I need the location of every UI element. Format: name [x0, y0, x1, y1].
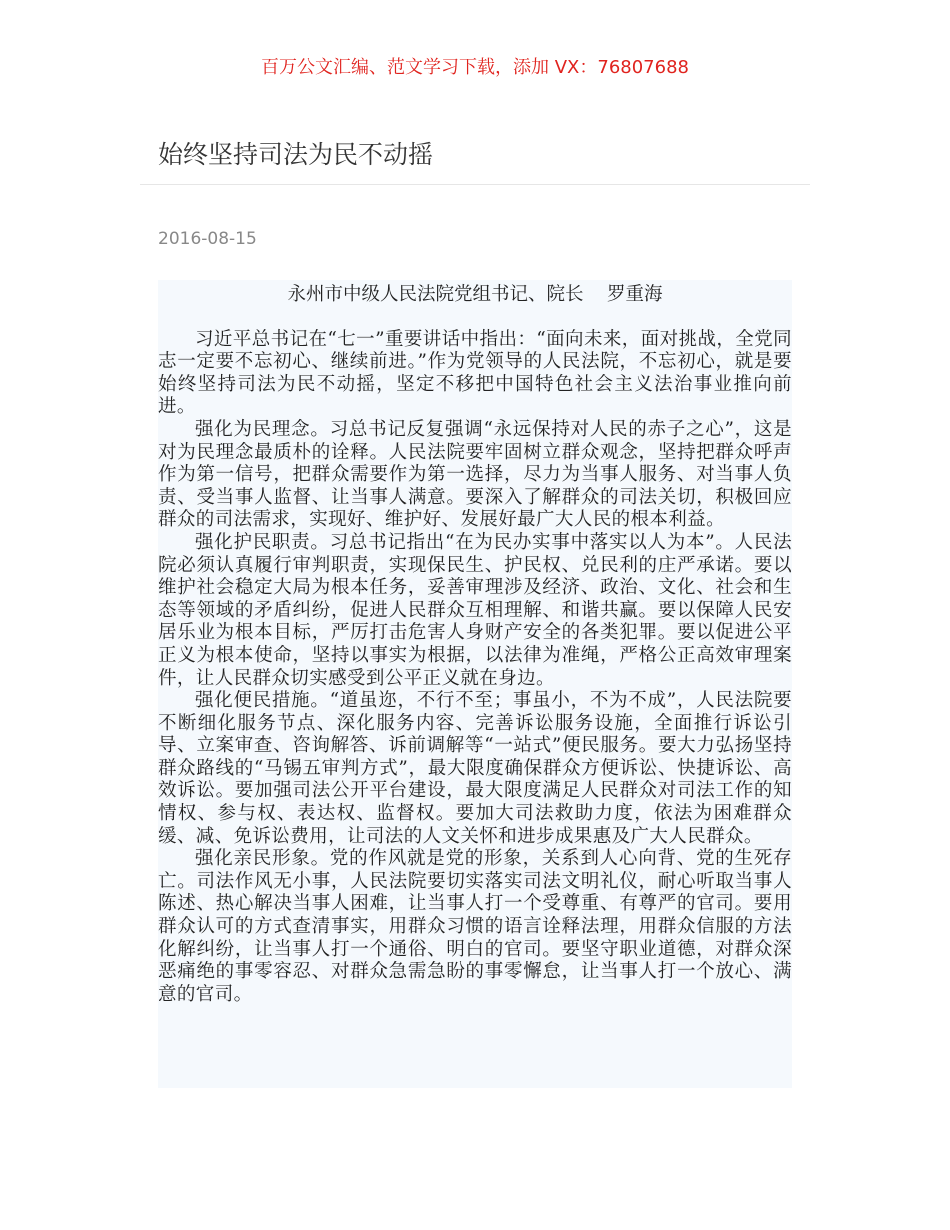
- page-title: 始终坚持司法为民不动摇: [158, 140, 434, 169]
- title-divider: [140, 184, 810, 185]
- article-paragraph: 强化为民理念。习总书记反复强调“永远保持对人民的赤子之心”，这是对为民理念最质朴的诠释。人民法院要牢固树立群众观念，坚持把群众呼声作为第一信号，把群众需要作为第一选择，尽力为当事人服务、对当事人负责、受当事人监督、让当事人满意。要深入了解群众的司法关切，积极回应群众的司法需求，实现好、维护好、发展好最广大人民的根本利益。: [158, 418, 792, 531]
- article-paragraph: 强化护民职责。习总书记指出“在为民办实事中落实以人为本”。人民法院必须认真履行审判职责，实现保民生、护民权、兑民利的庄严承诺。要以维护社会稳定大局为根本任务，妥善审理涉及经济、政治、文化、社会和生态等领域的矛盾纠纷，促进人民群众互相理解、和谐共赢。要以保障人民安居乐业为根本目标，严厉打击危害人身财产安全的各类犯罪。要以促进公平正义为根本使命，坚持以事实为根据，以法律为准绳，严格公正高效审理案件，让人民群众切实感受到公平正义就在身边。: [158, 531, 792, 689]
- article-paragraph: 强化亲民形象。党的作风就是党的形象，关系到人心向背、党的生死存亡。司法作风无小事，人民法院要切实落实司法文明礼仪，耐心听取当事人陈述、热心解决当事人困难，让当事人打一个受尊重、有尊严的官司。要用群众认可的方式查清事实，用群众习惯的语言诠释法理，用群众信服的方法化解纠纷，让当事人打一个通俗、明白的官司。要坚守职业道德，对群众深恶痛绝的事零容忍、对群众急需急盼的事零懈怠，让当事人打一个放心、满意的官司。: [158, 848, 792, 1005]
- article-paragraph: 习近平总书记在“七一”重要讲话中指出：“面向未来，面对挑战，全党同志一定要不忘初心、继续前进。”作为党领导的人民法院，不忘初心，就是要始终坚持司法为民不动摇，坚定不移把中国特色社会主义法治事业推向前进。: [158, 328, 792, 418]
- publish-date: 2016-08-15: [158, 229, 257, 249]
- article-paragraph: 强化便民措施。“道虽迩，不行不至；事虽小，不为不成”，人民法院要不断细化服务节点、深化服务内容、完善诉讼服务设施，全面推行诉讼引导、立案审查、咨询解答、诉前调解等“一站式”便民服务。要大力弘扬坚持群众路线的“马锡五审判方式”，最大限度确保群众方便诉讼、快捷诉讼、高效诉讼。要加强司法公开平台建设，最大限度满足人民群众对司法工作的知情权、参与权、表达权、监督权。要加大司法救助力度，依法为困难群众缓、减、免诉讼费用，让司法的人文关怀和进步成果惠及广大人民群众。: [158, 690, 792, 847]
- article-body: [158, 280, 792, 1088]
- promo-banner: 百万公文汇编、范文学习下载，添加 VX：76807688: [261, 57, 689, 78]
- author-line: 永州市中级人民法院党组书记、院长 罗重海: [287, 284, 663, 305]
